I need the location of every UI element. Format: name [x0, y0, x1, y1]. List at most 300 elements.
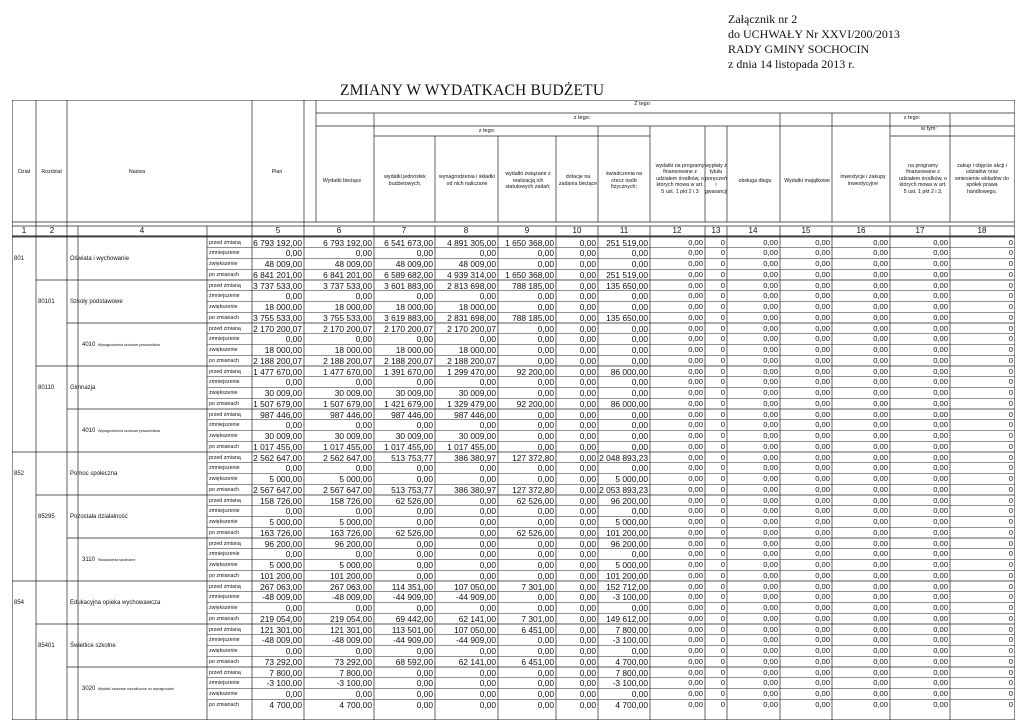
table-cell: 0 [720, 355, 725, 365]
table-cell: 0,00 [933, 549, 948, 559]
table-cell: 0,00 [933, 506, 948, 516]
table-cell: 0,00 [631, 506, 648, 517]
table-cell: 0 [1008, 409, 1013, 419]
table-cell: 386 380,97 [454, 484, 496, 495]
table-cell: 0 [720, 603, 725, 612]
table-cell: 1 329 479,00 [447, 398, 496, 409]
row-label: po zmianach [209, 529, 240, 536]
table-cell: 0,00 [631, 377, 648, 388]
table-cell: 0,00 [815, 377, 830, 387]
table-cell: 0,00 [579, 248, 596, 259]
table-cell: 0,00 [688, 291, 703, 301]
table-cell: 0,00 [537, 635, 554, 646]
item-name: Wynagrodzenia osobowe pracowników [98, 342, 161, 347]
table-cell: 0,00 [688, 689, 703, 698]
table-cell: 5 000,00 [269, 517, 302, 527]
table-cell: 0,00 [355, 646, 372, 656]
dzial-code: 801 [14, 255, 25, 262]
table-cell: 30 009,00 [395, 431, 433, 441]
table-cell: 0,00 [763, 646, 778, 655]
table-cell: 0,00 [763, 603, 778, 612]
table-cell: 1 299 470,00 [447, 366, 496, 377]
rozdzial-code: 80110 [38, 384, 55, 391]
row-label: przed zmianą [209, 583, 241, 590]
table-cell: 0,00 [763, 635, 778, 645]
table-cell: 0 [1008, 463, 1013, 473]
table-cell: 2 170 200,07 [384, 323, 433, 334]
table-cell: 3 737 533,00 [323, 280, 372, 291]
table-cell: 0,00 [537, 345, 554, 355]
table-cell: 0,00 [815, 323, 830, 333]
row-label: przed zmianą [209, 669, 241, 676]
table-cell: 0,00 [933, 302, 948, 311]
table-cell: 0,00 [873, 517, 888, 526]
table-cell: -3 100,00 [612, 592, 648, 603]
table-cell: 0 [720, 581, 725, 591]
table-cell: 0,00 [285, 377, 302, 388]
table-cell: 0,00 [873, 699, 888, 709]
table-cell: -48 009,00 [331, 635, 372, 646]
table-cell: 0,00 [688, 237, 703, 247]
table-cell: 0,00 [537, 592, 554, 603]
table-cell: 0,00 [416, 474, 433, 484]
table-cell: 68 592,00 [395, 656, 433, 667]
table-cell: 0,00 [763, 431, 778, 440]
table-cell: 1 017 455,00 [447, 441, 496, 452]
row-label: po zmianach [209, 701, 240, 708]
table-cell: 987 446,00 [391, 409, 433, 420]
table-cell: 0,00 [688, 699, 703, 709]
table-cell: 267 063,00 [330, 581, 372, 592]
table-cell: 0,00 [579, 549, 596, 560]
table-cell: 0 [720, 420, 725, 430]
row-label: przed zmianą [209, 411, 241, 418]
table-cell: 0 [720, 388, 725, 397]
table-cell: 6 541 673,00 [384, 237, 433, 248]
column-number-5: 5 [275, 226, 281, 235]
table-cell: 0 [1008, 355, 1013, 365]
table-cell: 6 841 201,00 [323, 269, 372, 280]
table-cell: 0,00 [537, 420, 554, 431]
table-cell: 0,00 [873, 269, 888, 279]
table-cell: 0,00 [631, 334, 648, 345]
table-cell: 48 009,00 [334, 259, 372, 269]
table-cell: 5 000,00 [615, 474, 648, 484]
table-cell: 0,00 [815, 581, 830, 591]
table-cell: 0 [1008, 291, 1013, 301]
row-label: po zmianach [209, 572, 240, 579]
header-zakup-akcji: zakup i objęcie akcji i udziałów oraz wniesienie wkładów do spółek prawa handlowego. [955, 162, 1009, 195]
table-cell: 0 [1008, 323, 1013, 333]
table-cell: 0,00 [763, 570, 778, 580]
table-cell: 0,00 [933, 269, 948, 279]
table-cell: 0,00 [933, 646, 948, 655]
table-cell: 0,00 [579, 699, 596, 710]
table-cell: 0 [720, 377, 725, 387]
table-cell: 0,00 [355, 689, 372, 699]
table-cell: 0,00 [688, 549, 703, 559]
table-cell: 48 009,00 [264, 259, 302, 269]
table-cell: 0,00 [579, 302, 596, 312]
table-cell: 0,00 [815, 463, 830, 473]
table-cell: 0,00 [416, 560, 433, 570]
table-cell: 0 [720, 549, 725, 559]
table-cell: 0,00 [933, 678, 948, 688]
table-cell: 0,00 [579, 538, 596, 549]
table-cell: -48 009,00 [331, 592, 372, 603]
row-label: zwiększenie [209, 347, 238, 353]
table-cell: 0 [720, 237, 725, 247]
table-cell: 0,00 [631, 323, 648, 334]
table-cell: 0,00 [416, 646, 433, 656]
table-cell: 0,00 [763, 452, 778, 462]
table-cell: -3 100,00 [266, 678, 302, 689]
table-cell: 18 000,00 [395, 345, 433, 355]
table-cell: 0,00 [763, 409, 778, 419]
table-cell: 0,00 [579, 409, 596, 420]
table-cell: 0,00 [763, 463, 778, 473]
table-cell: 0,00 [815, 409, 830, 419]
table-cell: 987 446,00 [260, 409, 302, 420]
table-cell: 0,00 [763, 678, 778, 688]
table-cell: 0 [720, 302, 725, 311]
table-cell: 0,00 [763, 592, 778, 602]
header-dzial: Dział [18, 168, 30, 175]
table-cell: 0,00 [763, 689, 778, 698]
table-cell: 0,00 [479, 570, 496, 581]
table-cell: 2 170 200,07 [323, 323, 372, 334]
table-cell: 0,00 [579, 506, 596, 517]
table-cell: 0,00 [537, 538, 554, 549]
table-cell: 1 017 455,00 [384, 441, 433, 452]
table-cell: 0,00 [933, 452, 948, 462]
table-cell: 0,00 [579, 312, 596, 323]
table-cell: 0 [1008, 366, 1013, 376]
table-cell: 0,00 [688, 441, 703, 451]
table-cell: 0,00 [815, 699, 830, 709]
table-cell: 0,00 [933, 280, 948, 290]
table-cell: 0,00 [815, 269, 830, 279]
table-cell: 0,00 [933, 377, 948, 387]
table-cell: 152 712,00 [606, 581, 648, 592]
table-cell: 6 793 192,00 [253, 237, 302, 248]
table-cell: 0,00 [479, 474, 496, 484]
table-cell: 73 292,00 [334, 656, 372, 667]
header-z-tego-biezace: z tego: [573, 115, 591, 121]
table-cell: -3 100,00 [336, 678, 372, 689]
row-label: zmniejszenie [209, 680, 240, 687]
row-label: po zmianach [209, 314, 240, 321]
table-cell: 0,00 [815, 527, 830, 537]
table-cell: 3 737 533,00 [253, 280, 302, 291]
table-cell: 18 000,00 [334, 345, 372, 355]
table-cell: 5 000,00 [269, 474, 302, 484]
rozdzial-code: 85295 [38, 513, 55, 520]
table-cell: 0,00 [688, 613, 703, 623]
table-cell: 0 [720, 613, 725, 623]
table-cell: 0,00 [933, 656, 948, 666]
table-cell: 0,00 [763, 527, 778, 537]
table-cell: 2 567 647,00 [253, 484, 302, 495]
table-cell: 0,00 [688, 527, 703, 537]
table-cell: 0,00 [933, 699, 948, 709]
table-cell: 0,00 [815, 656, 830, 666]
table-cell: 0,00 [873, 678, 888, 688]
table-cell: 0,00 [933, 388, 948, 397]
table-cell: 0,00 [416, 570, 433, 581]
item-name: Gimnazja [70, 384, 96, 391]
table-cell: 7 800,00 [615, 624, 648, 635]
table-cell: 0 [720, 366, 725, 376]
table-cell: 0,00 [815, 431, 830, 440]
table-cell: 0,00 [933, 323, 948, 333]
table-cell: 251 519,00 [606, 269, 648, 280]
table-cell: 0,00 [933, 355, 948, 365]
table-cell: 0,00 [688, 560, 703, 569]
table-cell: 0,00 [873, 656, 888, 666]
attachment-line-3: RADY GMINY SOCHOCIN [728, 42, 870, 56]
row-label: zwiększenie [209, 390, 238, 396]
table-cell: 0,00 [579, 495, 596, 506]
table-cell: 0,00 [815, 592, 830, 602]
table-cell: 0,00 [873, 592, 888, 602]
table-cell: 0,00 [873, 355, 888, 365]
table-cell: 48 009,00 [395, 259, 433, 269]
table-cell: 0,00 [873, 312, 888, 322]
table-cell: 0,00 [537, 355, 554, 366]
table-cell: 2 188 200,07 [323, 355, 372, 366]
table-cell: 0,00 [579, 635, 596, 646]
row-label: przed zmianą [209, 325, 241, 332]
table-cell: 0 [720, 463, 725, 473]
row-label: zwiększenie [209, 519, 238, 525]
table-cell: 0,00 [579, 581, 596, 592]
table-cell: 0,00 [537, 377, 554, 388]
table-cell: 0,00 [688, 269, 703, 279]
table-cell: 0,00 [537, 409, 554, 420]
table-cell: 1 017 455,00 [323, 441, 372, 452]
table-cell: 0,00 [688, 635, 703, 645]
column-number-18: 18 [977, 226, 987, 235]
table-cell: 0,00 [815, 345, 830, 354]
table-cell: 0,00 [688, 474, 703, 483]
table-cell: 0,00 [933, 635, 948, 645]
table-cell: 30 009,00 [334, 431, 372, 441]
table-cell: 0,00 [537, 441, 554, 452]
row-label: zmniejszenie [209, 594, 240, 601]
table-cell: 0,00 [479, 689, 496, 699]
table-cell: 0,00 [933, 624, 948, 634]
header-wydatki-programy: wydatki na programy finansowane z udziałem środków, o których mowa w art. 5 ust. 1 pkt 2 i 3 [655, 162, 705, 195]
table-cell: 0,00 [815, 420, 830, 430]
table-cell: 0,00 [873, 248, 888, 258]
row-label: po zmianach [209, 615, 240, 622]
table-cell: 0,00 [873, 388, 888, 397]
table-cell: 0,00 [763, 474, 778, 483]
table-cell: 0,00 [873, 581, 888, 591]
table-cell: 0,00 [688, 495, 703, 505]
table-cell: 0,00 [688, 656, 703, 666]
table-cell: 0 [1008, 538, 1013, 548]
table-cell: 0,00 [873, 323, 888, 333]
table-cell: 135 650,00 [606, 312, 648, 323]
table-cell: 0,00 [416, 377, 433, 388]
table-cell: 101 200,00 [330, 570, 372, 581]
table-cell: 0,00 [537, 667, 554, 678]
table-cell: 0,00 [933, 248, 948, 258]
table-cell: 0,00 [815, 474, 830, 483]
column-number-2: 2 [49, 226, 55, 235]
table-cell: 30 009,00 [395, 388, 433, 398]
table-cell: 0,00 [933, 366, 948, 376]
table-cell: 0,00 [688, 334, 703, 344]
table-cell: 0,00 [933, 527, 948, 537]
table-cell: 0,00 [579, 355, 596, 366]
table-cell: 0,00 [688, 538, 703, 548]
table-cell: 0,00 [688, 248, 703, 258]
table-cell: 101 200,00 [260, 570, 302, 581]
table-cell: 1 017 455,00 [253, 441, 302, 452]
row-label: zmniejszenie [209, 422, 240, 429]
table-cell: 0,00 [579, 452, 596, 463]
table-cell: 0,00 [537, 699, 554, 710]
table-cell: 0,00 [479, 603, 496, 613]
table-cell: 0,00 [815, 280, 830, 290]
table-cell: 3 619 883,00 [384, 312, 433, 323]
table-cell: 0,00 [763, 506, 778, 516]
table-cell: 0,00 [355, 248, 372, 259]
table-cell: 0,00 [537, 291, 554, 302]
table-cell: -44 909,00 [392, 635, 433, 646]
table-cell: 0,00 [688, 517, 703, 526]
table-cell: 30 009,00 [458, 431, 496, 441]
table-cell: 0,00 [815, 646, 830, 655]
table-cell: 0,00 [933, 495, 948, 505]
table-cell: 0,00 [873, 560, 888, 569]
table-cell: 62 141,00 [458, 613, 496, 624]
row-label: po zmianach [209, 443, 240, 450]
column-number-16: 16 [856, 226, 866, 235]
table-cell: 0 [1008, 237, 1013, 247]
table-cell: 0 [720, 570, 725, 580]
table-cell: 0,00 [579, 667, 596, 678]
table-cell: 0 [720, 334, 725, 344]
row-label: zwiększenie [209, 562, 238, 568]
table-cell: 0 [1008, 495, 1013, 505]
table-cell: 0,00 [688, 592, 703, 602]
item-name: Edukacyjna opieka wychowawcza [70, 599, 161, 606]
table-cell: 0,00 [873, 689, 888, 698]
table-cell: 0,00 [537, 560, 554, 570]
row-label: zwiększenie [209, 476, 238, 482]
item-name: Oświata i wychowanie [70, 255, 130, 262]
table-cell: 0,00 [355, 506, 372, 517]
table-cell: 0,00 [537, 570, 554, 581]
document-title: ZMIANY W WYDATKACH BUDŻETU [340, 82, 605, 99]
table-cell: 0,00 [579, 527, 596, 538]
table-cell: 0 [720, 452, 725, 462]
row-label: po zmianach [209, 400, 240, 407]
table-cell: 62 526,00 [395, 527, 433, 538]
row-label: przed zmianą [209, 454, 241, 461]
table-cell: 0,00 [763, 302, 778, 311]
table-cell: 0,00 [763, 699, 778, 709]
table-cell: 0,00 [763, 560, 778, 569]
table-cell: 2 188 200,07 [384, 355, 433, 366]
table-cell: 86 000,00 [610, 366, 648, 377]
table-cell: 1 507 679,00 [253, 398, 302, 409]
table-cell: 0,00 [416, 506, 433, 517]
row-label: zwiększenie [209, 605, 238, 611]
row-label: zmniejszenie [209, 379, 240, 386]
table-cell: 0 [1008, 646, 1013, 655]
row-label: zwiększenie [209, 304, 238, 310]
table-cell: 0,00 [416, 699, 433, 710]
table-cell: 0,00 [815, 517, 830, 526]
table-cell: 0,00 [479, 667, 496, 678]
table-cell: 0,00 [873, 538, 888, 548]
table-cell: 251 519,00 [606, 237, 648, 248]
table-cell: 0,00 [479, 420, 496, 431]
table-cell: 86 000,00 [610, 398, 648, 409]
table-cell: 0,00 [631, 431, 648, 441]
table-cell: 0,00 [933, 291, 948, 301]
table-cell: 0,00 [933, 463, 948, 473]
table-cell: 127 372,80 [512, 452, 554, 463]
table-cell: 0,00 [285, 549, 302, 560]
header-wydatki-jednostek: wydatki jednostek budżetowych, [384, 174, 426, 187]
table-cell: 0,00 [537, 302, 554, 312]
table-cell: 513 753,77 [391, 452, 433, 463]
table-cell: 158 726,00 [260, 495, 302, 506]
column-number-1: 1 [21, 226, 27, 235]
table-cell: 0,00 [763, 237, 778, 247]
table-cell: 0,00 [873, 398, 888, 408]
table-cell: 0,00 [763, 377, 778, 387]
table-cell: 0,00 [416, 603, 433, 613]
table-cell: 0,00 [579, 592, 596, 603]
table-cell: 0,00 [763, 441, 778, 451]
table-cell: 0,00 [763, 656, 778, 666]
table-cell: 0,00 [873, 302, 888, 311]
row-label: przed zmianą [209, 626, 241, 633]
table-cell: 0,00 [763, 291, 778, 301]
table-cell: 2 831 698,00 [447, 312, 496, 323]
column-number-15: 15 [801, 226, 811, 235]
header-z-tego-top: Z tego [634, 101, 650, 107]
table-cell: 0,00 [873, 570, 888, 580]
table-cell: 0,00 [688, 570, 703, 580]
table-cell: 0 [720, 431, 725, 440]
table-cell: 0,00 [631, 441, 648, 452]
table-cell: 0,00 [815, 635, 830, 645]
table-cell: 0,00 [579, 291, 596, 302]
table-cell: 0,00 [933, 409, 948, 419]
header-obsluga-dlugu: obsługa długu [738, 177, 772, 184]
table-cell: 0,00 [285, 420, 302, 431]
header-nazwa: Nazwa [128, 168, 146, 175]
table-cell: 0,00 [873, 280, 888, 290]
table-cell: 0,00 [763, 269, 778, 279]
table-cell: 0,00 [873, 291, 888, 301]
dzial-code: 852 [14, 470, 25, 477]
table-cell: 0,00 [815, 291, 830, 301]
table-cell: 0,00 [416, 549, 433, 560]
table-cell: 0,00 [815, 613, 830, 623]
table-cell: 4 700,00 [339, 699, 372, 710]
column-number-7: 7 [401, 226, 407, 235]
table-cell: 127 372,80 [512, 484, 554, 495]
